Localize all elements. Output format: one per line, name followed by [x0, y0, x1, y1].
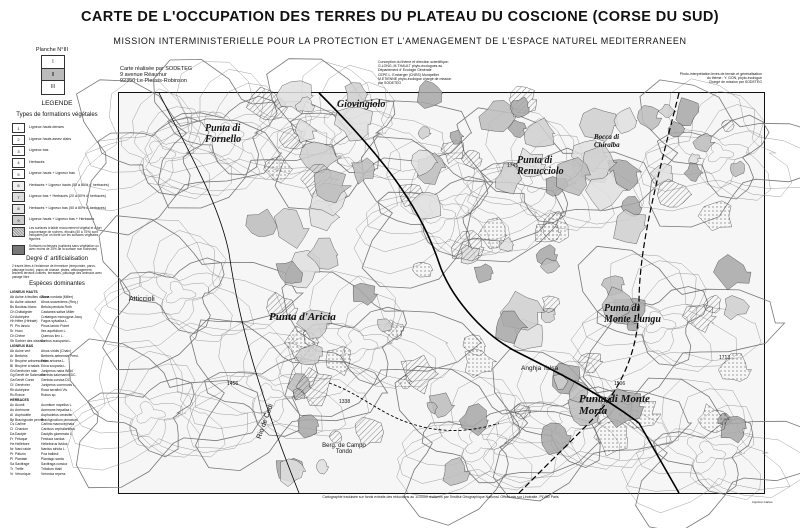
- species-cell: Ac: [10, 299, 14, 304]
- species-cell: Sorbier des oiseaux: [15, 339, 45, 344]
- vegetation-patch: [418, 127, 431, 140]
- legend-item: [12, 204, 109, 214]
- credit-line: G.LONG, M.THAULT phyto-écologues au: [378, 64, 443, 69]
- species-group-title: LIGNEUX HAUTS: [10, 290, 38, 294]
- species-cell: Plantain: [15, 456, 28, 461]
- legend-item-label: Ligneux hauts assez clairs: [29, 136, 72, 141]
- credit-line: Département d' Ecologie Générale: [378, 68, 432, 73]
- species-row: [10, 472, 81, 477]
- credit-line: 9 avenue Réaumur: [120, 72, 167, 78]
- vegetation-patch: [474, 264, 493, 283]
- species-cell: Chêne: [15, 334, 25, 339]
- credit-line: CEPE L. Emberger (CNRS) Montpellier: [378, 72, 440, 77]
- legend-item: [12, 123, 109, 133]
- legend-item-label: Ligneux hauts + Ligneux bas: [29, 171, 75, 176]
- contour-line: [137, 401, 166, 423]
- vegetation-patch: [352, 158, 375, 184]
- altitude-label: 1713: [719, 355, 731, 361]
- contour-line: [99, 216, 303, 370]
- species-cell: Erica scoparia L.: [41, 363, 67, 368]
- vegetation-patch: [614, 210, 647, 244]
- vegetation-patch: [722, 120, 735, 132]
- species-cell: Betula pendula Roth: [41, 304, 72, 309]
- credit-line: Carte réalisée par SODETEG: [120, 66, 193, 72]
- legend-swatch: 4: [12, 158, 25, 168]
- legend-item: [12, 181, 109, 191]
- contour-line: [578, 246, 785, 404]
- legend-item-label: Ligneux hauts denses: [29, 125, 64, 130]
- species-cell: Aulne à feuilles d'Aune: [15, 294, 50, 299]
- planche-cell: I: [42, 56, 64, 69]
- altitude-label: 1745: [507, 163, 519, 169]
- contour-line: [696, 441, 725, 463]
- species-cell: Pl: [10, 456, 14, 461]
- species-cell: Aubépine: [15, 314, 30, 319]
- vegetation-patch: [413, 262, 433, 277]
- species-cell: Genêt Corse: [15, 378, 35, 383]
- species-cell: Pâturin: [15, 451, 26, 456]
- species-cell: Berbéris: [15, 353, 28, 358]
- species-cell: Dactyle: [15, 432, 27, 437]
- place-label: Punta di Renucciolo: [517, 155, 564, 177]
- topographic-map[interactable]: [118, 92, 765, 494]
- species-cell: Alnus suaveolens (Req.): [41, 299, 78, 304]
- credit-line: Conception du thème et direction scientifique:: [378, 60, 449, 64]
- species-cell: As: [10, 407, 14, 412]
- species-cell: Vr: [10, 471, 14, 476]
- rock-swatch: [12, 245, 25, 255]
- legend-item-label: Herbacés + Ligneux bas (50 à 80% d' herbacés): [29, 205, 106, 210]
- species-cell: Genista salzmannii DC.: [41, 373, 77, 378]
- species-cell: Carlina macrocephala: [41, 422, 74, 427]
- species-cell: Pl: [10, 324, 14, 329]
- species-cell: Genévrier: [15, 383, 30, 388]
- species-cell: Quercus ilex L.: [41, 334, 64, 339]
- contour-line: [465, 430, 497, 453]
- species-cell: Fétuque: [15, 437, 28, 442]
- species-cell: Sorbus aucuparia L.: [41, 339, 72, 344]
- vegetation-patch: [698, 201, 732, 231]
- vegetation-patch: [353, 283, 378, 305]
- species-cell: Gn: [10, 368, 15, 373]
- species-cell: Asphodèle: [15, 412, 32, 417]
- species-cell: Fagus sylvatica L.: [41, 319, 69, 324]
- vegetation-patch: [461, 151, 482, 170]
- vegetation-patch: [578, 353, 603, 373]
- species-cell: Fr: [10, 437, 14, 442]
- species-cell: Ab: [10, 294, 15, 299]
- place-label: Punta d'Aricia: [269, 311, 336, 323]
- vegetation-patches: [246, 80, 752, 486]
- vegetation-patch: [713, 254, 751, 290]
- legend-item: [12, 146, 109, 156]
- species-cell: Châtaignier: [15, 309, 33, 314]
- legend-swatch: 1: [12, 123, 25, 133]
- altitude-label: 1338: [339, 399, 351, 405]
- legend-item-label: Ligneux bas + Herbacés (20 à 50% d' herbacés): [29, 194, 106, 199]
- contour-line: [687, 436, 738, 473]
- vegetation-patch: [441, 140, 464, 164]
- rock-pattern-swatch: [12, 227, 25, 237]
- vegetation-patch: [246, 209, 278, 237]
- species-cell: Ga: [10, 378, 15, 383]
- species-cell: Juniperus communis L.: [41, 383, 76, 388]
- legend-item: [12, 135, 109, 145]
- vegetation-patch: [730, 161, 744, 177]
- species-cell: Ac: [10, 402, 14, 407]
- vegetation-patch: [684, 163, 703, 181]
- species-cell: Aubépine: [15, 388, 30, 393]
- species-cell: Ronce: [15, 393, 25, 398]
- place-label: Anghja Talsa: [521, 365, 559, 372]
- species-cell: Nardus stricta L.: [41, 447, 66, 451]
- planche-label: Planche N°III: [35, 47, 69, 53]
- contour-line: [69, 339, 265, 488]
- map-canvas: [119, 93, 764, 493]
- species-cell: Dactylis glomerata L.: [41, 432, 73, 437]
- species-cell: Pinus laricio Poiret: [41, 324, 70, 329]
- vegetation-patch: [296, 368, 332, 407]
- species-cell: Ilex aquifolium L.: [41, 329, 67, 334]
- species-title: Espèces dominantes: [29, 281, 85, 287]
- species-cell: Trèfle: [15, 466, 24, 471]
- legend-swatch: 9: [12, 215, 25, 225]
- credit-line: 92350 Le Plessis-Robinson: [120, 78, 187, 84]
- species-cell: Cs: [10, 422, 15, 427]
- vegetation-patch: [524, 118, 555, 147]
- species-cell: Sb: [10, 339, 15, 344]
- artif-title: Degré d' artificialisation: [26, 256, 88, 262]
- species-cell: Al: [10, 412, 14, 417]
- species-cell: Ab: [10, 348, 15, 353]
- map-title: CARTE DE L'OCCUPATION DES TERRES DU PLATEAU DU COSCIONE (CORSE DU SUD): [80, 9, 720, 25]
- place-label: Atticcioli: [129, 296, 155, 303]
- contour-line: [104, 242, 233, 342]
- map-subtitle: MISSION INTERMINISTERIELLE POUR LA PROTECTION ET L'AMENAGEMENT DE L'ESPACE NATUREL MEDITERRANEEN: [113, 36, 687, 46]
- species-cell: Trifolium thalii: [41, 466, 62, 471]
- species-cell: Brachypode penné: [15, 417, 44, 422]
- artif-text: 2 traces liées à l'existence de fermeture (temporaire, parcs, pâturage bovin), parcs de chasse, pistes, affouragement, anciens terrains cultivés, terrasses, pâturage des animaux avec pacage libre: [12, 264, 102, 280]
- species-cell: Genêt de Salzmann: [15, 373, 45, 378]
- species-cell: Sa: [10, 461, 15, 466]
- vegetation-patch: [676, 98, 699, 126]
- legend-item-label: Herbacés: [29, 159, 45, 164]
- species-cell: Véronique: [15, 471, 31, 476]
- species-cell: Er: [10, 358, 14, 363]
- credit-conception: [378, 60, 451, 85]
- legend-item: [12, 158, 109, 168]
- species-cell: Bp: [10, 417, 15, 422]
- legend-item-label: Ligneux hauts + Ligneux bas + Herbacés: [29, 217, 95, 222]
- species-cell: Da: [10, 432, 15, 437]
- place-label: Punta di Monte Lungu: [604, 303, 661, 325]
- species-cell: Nard raide: [15, 447, 31, 451]
- contour-line: [68, 341, 248, 471]
- contour-line: [125, 393, 183, 437]
- place-label: Punta di Fornello: [205, 123, 242, 145]
- species-cell: Pt: [10, 451, 14, 456]
- species-cell: Cd: [10, 314, 15, 319]
- species-cell: Tr: [10, 466, 14, 471]
- species-cell: Crataegus monogyna Jacq.: [41, 314, 83, 319]
- vegetation-patch: [724, 296, 750, 320]
- species-list: [10, 290, 81, 476]
- species-cell: Carline: [15, 422, 26, 427]
- species-group-title: HERBACES: [10, 397, 30, 402]
- species-cell: Plantago sarda: [41, 456, 64, 461]
- vegetation-patch: [274, 208, 309, 248]
- legend-formations-title: Types de formations végétales: [16, 112, 98, 118]
- credit-line: par SODETEG: [378, 81, 402, 86]
- species-cell: Poa balbisii: [41, 451, 59, 456]
- place-label: Punta di Monte Morta: [579, 393, 650, 417]
- altitude-label: 1456: [227, 381, 239, 387]
- legend-rock-text: Les surfaces à faible recouvrement végétal et à fort pourcentage de rochers, éboulis (50 à 75%) sont indiquées par un tireté sur les surfaces végétales figurées Surfaces rocheuses (surfaces sans végétation ou avec moins de 25% de la surface non rocheuse): [12, 227, 104, 255]
- species-cell: Bruyère arborescente: [15, 358, 48, 363]
- species-cell: Chardon: [15, 427, 29, 432]
- species-cell: Carduus cephalanthus: [41, 427, 75, 432]
- legend-title: LEGENDE: [41, 100, 73, 107]
- species-cell: Hh: [10, 319, 15, 324]
- credit-line: Photo-interprétation levés de terrain et généralisation: [679, 72, 762, 76]
- place-label: Bocca di Chiralba: [594, 133, 620, 149]
- species-cell: Rb: [10, 388, 15, 393]
- species-cell: Alnus cordata (Miller): [41, 294, 74, 299]
- planche-cell: III: [50, 84, 56, 91]
- legend-swatch: 6: [12, 181, 25, 191]
- map-footer: Cartographie traduisée sur fonds extraits des réductions au 1/10000 réalisées par l'Institut Géographique National. Offset mis sur Linotraite- PLV50 Paris: [322, 495, 559, 499]
- legend-item-label: Ligneux bas: [29, 148, 49, 153]
- vegetation-patch: [459, 404, 488, 436]
- species-cell: Gl: [10, 383, 14, 388]
- species-cell: Ci: [10, 427, 14, 432]
- species-cell: Castanea sativa Miller: [41, 309, 75, 314]
- vegetation-patch: [637, 106, 661, 131]
- legend-item: [12, 192, 109, 202]
- contour-line: [88, 378, 194, 457]
- altitude-label: 1506: [614, 381, 626, 387]
- credit-line: du thème : Y. GON, phyto-écologue: [706, 76, 762, 81]
- species-cell: Rosa serafinii Viv.: [41, 388, 68, 393]
- species-cell: Anemone hepatica L.: [41, 407, 74, 412]
- vegetation-patch: [682, 305, 716, 333]
- species-cell: Hêtre (Hêtraie): [15, 319, 38, 324]
- species-cell: Ch: [10, 334, 15, 339]
- species-cell: Ar: [10, 353, 14, 358]
- species-cell: Hellébore: [15, 442, 30, 447]
- credit-line: M.ETIENNE phyto-écologue chargé de mission: [378, 76, 452, 81]
- species-cell: Pin laricio: [15, 324, 30, 329]
- species-cell: Erica arborea L.: [41, 358, 66, 363]
- vegetation-patch: [541, 423, 571, 455]
- vegetation-patch: [535, 223, 561, 242]
- credit-line: Chargé de mission par SODETEG: [708, 80, 762, 85]
- legend-swatch: 2: [12, 135, 25, 145]
- species-cell: Sr: [10, 329, 14, 334]
- vegetation-patch: [657, 179, 692, 207]
- species-cell: Festuca sardoa: [41, 437, 65, 442]
- legend-swatch: 3: [12, 146, 25, 156]
- species-cell: Helleborus lividus: [41, 442, 68, 447]
- species-cell: Aulne odorant: [15, 299, 37, 304]
- species-cell: Bl: [10, 363, 14, 368]
- vegetation-patch: [594, 421, 628, 457]
- species-cell: Saxifrage: [15, 461, 30, 466]
- legend-swatch: 8: [12, 204, 25, 214]
- species-cell: Genista corsica DC.: [41, 378, 72, 383]
- vegetation-patch: [543, 296, 560, 313]
- species-cell: Berberis aetnensis Presl.: [41, 353, 79, 358]
- legend-swatch: 7: [12, 192, 25, 202]
- species-cell: Bouleau blanc: [15, 304, 37, 309]
- contour-line: [70, 351, 225, 457]
- legend-swatch: 5: [12, 169, 25, 179]
- credit-photo: [620, 72, 762, 85]
- place-label: Berg. de Campo Tondo: [322, 443, 366, 455]
- species-cell: Aulne vert: [15, 348, 31, 353]
- vegetation-patch: [326, 346, 351, 376]
- vegetation-patch: [316, 460, 328, 474]
- vegetation-patch: [614, 108, 637, 134]
- legend-item-label: Herbacés + Ligneux hauts (50 à 80% d' herbacés): [29, 182, 109, 187]
- species-cell: Bruyère à balais: [15, 363, 40, 368]
- place-label: Rio de Codi: [255, 403, 275, 440]
- species-cell: Genévrier nain: [15, 368, 38, 373]
- species-cell: Asphodelus cerasifer: [41, 412, 73, 417]
- species-cell: He: [10, 442, 15, 447]
- species-cell: Brachypodium pinnatum: [41, 417, 78, 422]
- species-cell: Anémone: [15, 407, 30, 412]
- contour-line: [156, 273, 210, 315]
- species-group-title: LIGNEUX BAS: [10, 343, 34, 348]
- species-cell: Aconit: [15, 402, 25, 407]
- species-cell: Gg: [10, 373, 15, 378]
- species-cell: Bs: [10, 304, 14, 309]
- place-label: Giovingiolo: [337, 99, 386, 110]
- planche-index-grid: [41, 55, 65, 95]
- species-cell: Rubus sp.: [41, 393, 57, 398]
- species-cell: Aconitum napellus L.: [41, 402, 73, 407]
- vegetation-patch: [298, 415, 319, 438]
- species-cell: Nr: [10, 447, 14, 451]
- contour-line: [106, 389, 193, 447]
- species-cell: Houx: [15, 329, 23, 334]
- map-footer-ref: Imprimé Cartes: [752, 500, 773, 504]
- vegetation-patch: [334, 107, 372, 141]
- planche-cell: II: [42, 69, 64, 82]
- species-cell: Veronica repens: [41, 471, 66, 476]
- species-cell: Ch: [10, 309, 15, 314]
- vegetation-patch: [329, 431, 341, 443]
- species-cell: Saxifraga corsica: [41, 461, 68, 466]
- species-cell: Juniperus nana Willd.: [41, 368, 74, 373]
- species-cell: Alnus viridis (Chaix): [41, 348, 71, 353]
- species-cell: Ru: [10, 393, 15, 398]
